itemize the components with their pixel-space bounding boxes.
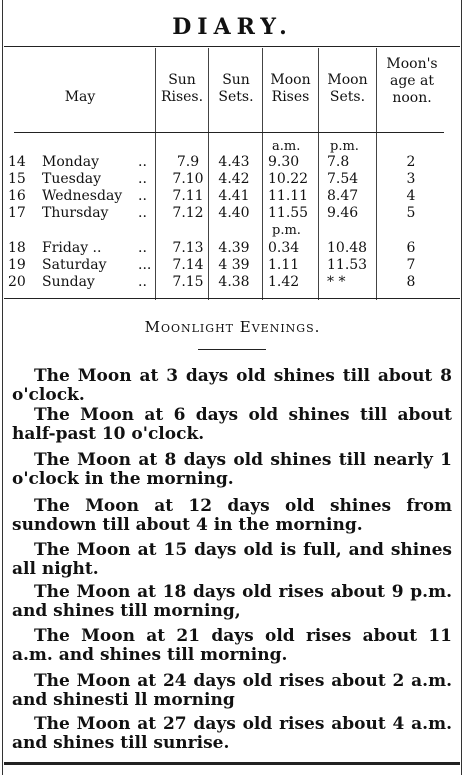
section-rule (198, 349, 266, 350)
leader-dots: .. (138, 188, 147, 204)
moon-rises-cell: 1.11 (268, 257, 300, 273)
weekday: Thursday (42, 205, 109, 221)
weekday: Sunday (42, 274, 95, 290)
weekday: Wednesday (42, 188, 123, 204)
moon-sets-cell: 7.8 (327, 154, 350, 170)
leader-dots: .. (138, 274, 147, 290)
moon-rises-cell: 11.11 (268, 188, 309, 204)
table-row (0, 171, 465, 188)
weekday: Saturday (42, 257, 107, 273)
sun-rises-cell: 7.13 (172, 240, 204, 256)
moon-sets-cell: 8.47 (327, 188, 359, 204)
weekday: Tuesday (42, 171, 102, 187)
title-rule (4, 46, 460, 47)
bottom-rule (4, 762, 460, 765)
sun-sets-cell: 4.38 (218, 274, 250, 290)
moon-sets-pm-label: p.m. (330, 139, 359, 154)
page-title: DIARY. (172, 14, 293, 40)
moon-age-cell: 7 (406, 257, 416, 273)
moonlight-paragraph: The Moon at 15 days old is full, and shines all night. (12, 540, 452, 579)
moon-age-cell: 2 (406, 154, 416, 170)
header-rule (14, 132, 444, 133)
weekday: Friday .. (42, 240, 102, 256)
weekday: Monday (42, 154, 99, 170)
table-row (0, 188, 465, 205)
moon-age-cell: 5 (406, 205, 416, 221)
sun-rises-cell: 7.12 (172, 205, 204, 221)
moon-rises-cell: 0.34 (268, 240, 300, 256)
moon-sets-cell: 7.54 (327, 171, 359, 187)
moonlight-paragraph: The Moon at 8 days old shines till nearly 1 o'clock in the morning. (12, 450, 452, 489)
moon-age-cell: 3 (406, 171, 416, 187)
sun-sets-cell: 4.39 (218, 240, 250, 256)
table-row (0, 205, 465, 222)
left-border (2, 0, 3, 775)
leader-dots: .. (138, 154, 147, 170)
table-row (0, 257, 465, 274)
section-title: Moonlight Evenings. (144, 318, 321, 336)
moonlight-paragraph: The Moon at 27 days old rises about 4 a.m. and shines till sunrise. (12, 714, 452, 753)
moonlight-paragraph: The Moon at 24 days old rises about 2 a.m. and shinesti ll morning (12, 671, 452, 710)
moon-rises-cell: 11.55 (268, 205, 309, 221)
sun-rises-cell: 7.11 (172, 188, 204, 204)
moon-age-cell: 6 (406, 240, 416, 256)
header-moon-sets: Moon Sets. (327, 72, 368, 105)
sun-sets-cell: 4.40 (218, 205, 250, 221)
sun-sets-cell: 4.41 (218, 188, 250, 204)
table-row (0, 154, 465, 171)
header-sun-rises: Sun Rises. (160, 72, 204, 105)
table-row (0, 240, 465, 257)
day-number: 20 (8, 274, 26, 290)
sun-sets-cell: 4.43 (218, 154, 250, 170)
day-number: 16 (8, 188, 26, 204)
moon-age-cell: 8 (406, 274, 416, 290)
right-border (461, 0, 462, 775)
moon-rises-cell: 10.22 (268, 171, 309, 187)
header-month: May (64, 89, 96, 105)
moon-rises-am-label: a.m. (272, 139, 301, 154)
sun-sets-cell: 4 39 (218, 257, 250, 273)
moon-age-cell: 4 (406, 188, 416, 204)
sun-rises-cell: 7.15 (172, 274, 204, 290)
leader-dots: .. (138, 240, 147, 256)
moon-sets-cell: 9.46 (327, 205, 359, 221)
day-number: 14 (8, 154, 26, 170)
moonlight-paragraph: The Moon at 21 days old rises about 11 a.m. and shines till morning. (12, 626, 452, 665)
moon-rises-cell: 9.30 (268, 154, 300, 170)
header-moon-rises: Moon Rises (270, 72, 311, 105)
moon-sets-cell: 11.53 (327, 257, 368, 273)
sun-rises-cell: 7.10 (172, 171, 204, 187)
sun-rises-cell: 7.14 (172, 257, 204, 273)
moonlight-paragraph: The Moon at 3 days old shines till about 8 o'clock. (12, 366, 452, 405)
header-moon-age: Moon's age at noon. (386, 56, 438, 106)
day-number: 17 (8, 205, 26, 221)
day-number: 18 (8, 240, 26, 256)
moon-sets-cell: 10.48 (327, 240, 368, 256)
leader-dots: .. (138, 205, 147, 221)
leader-dots: .. (138, 171, 147, 187)
leader-dots: ... (138, 257, 152, 273)
day-number: 19 (8, 257, 26, 273)
sun-rises-cell: 7.9 (176, 154, 200, 170)
sun-sets-cell: 4.42 (218, 171, 250, 187)
moon-sets-cell: * * (327, 274, 346, 290)
moon-rises-cell: 1.42 (268, 274, 300, 290)
moon-rises-pm-label: p.m. (272, 223, 301, 238)
day-number: 15 (8, 171, 26, 187)
header-sun-sets: Sun Sets. (218, 72, 254, 105)
table-row (0, 274, 465, 291)
table-bottom-rule (4, 298, 460, 299)
moonlight-paragraph: The Moon at 12 days old shines from sundown till about 4 in the morning. (12, 496, 452, 535)
moonlight-paragraph: The Moon at 18 days old rises about 9 p.m. and shines till morning, (12, 582, 452, 621)
moonlight-paragraph: The Moon at 6 days old shines till about half-past 10 o'clock. (12, 405, 452, 444)
